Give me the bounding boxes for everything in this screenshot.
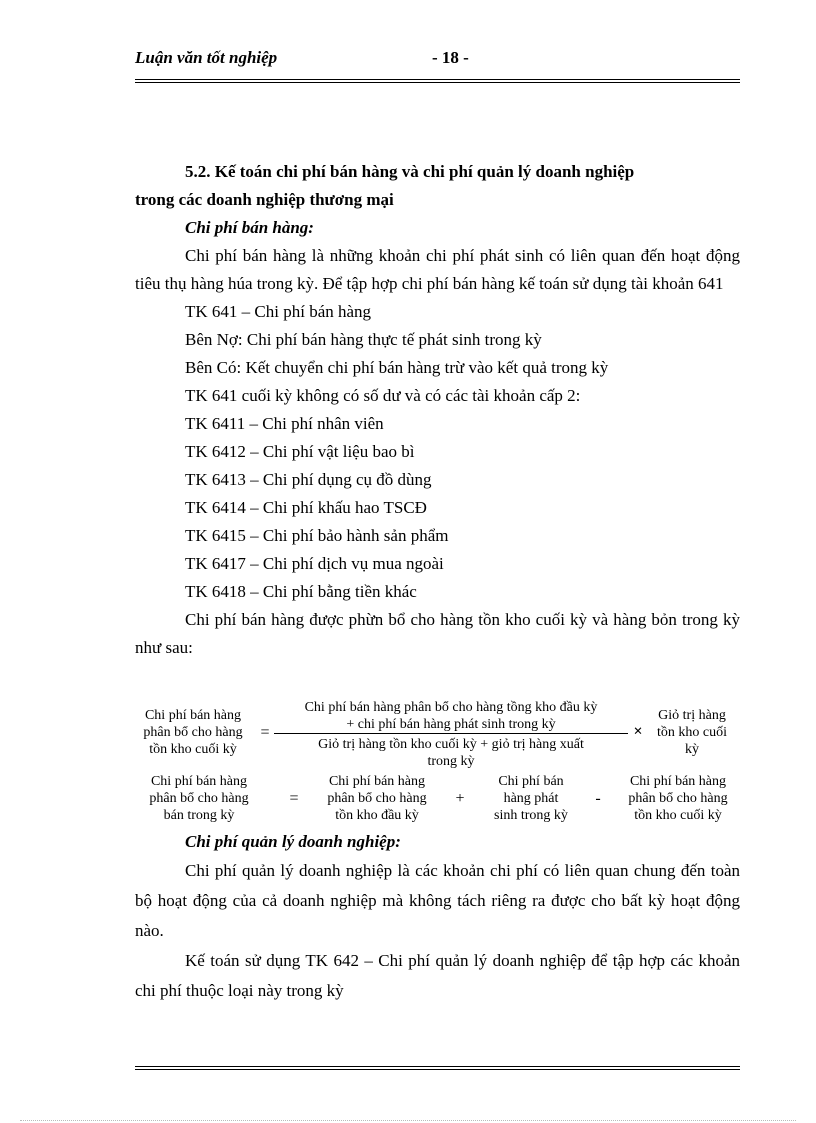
admin-cost-subheading: Chi phí quản lý doanh nghiệp: — [185, 832, 401, 851]
page-body — [135, 158, 740, 662]
section-heading-cont: trong các doanh nghiệp thương mại — [135, 190, 394, 209]
account-line: Bên Có: Kết chuyển chi phí bán hàng trừ vào kết quả trong kỳ — [185, 358, 609, 377]
footer-rule-top — [135, 1066, 740, 1067]
header-rule-bottom — [135, 82, 740, 83]
admin-cost-section — [135, 828, 740, 1006]
account-line: TK 6417 – Chi phí dịch vụ mua ngoài — [185, 554, 444, 573]
account-line: Bên Nợ: Chi phí bán hàng thực tế phát sinh trong kỳ — [185, 330, 542, 349]
page-number: - 18 - — [432, 48, 469, 67]
selling-cost-subheading: Chi phí bán hàng: — [185, 218, 314, 237]
account-line: TK 6414 – Chi phí khấu hao TSCĐ — [185, 498, 427, 517]
account-line: TK 6412 – Chi phí vật liệu bao bì — [185, 442, 415, 461]
allocation-paragraph: Chi phí bán hàng được phừn bổ cho hàng tồn kho cuối kỳ và hàng bỏn trong kỳ như sau: — [135, 610, 740, 657]
page-header — [135, 48, 740, 74]
account-line: TK 6411 – Chi phí nhân viên — [185, 414, 384, 433]
formula1-numerator: Chi phí bán hàng phân bổ cho hàng tồng kho đầu kỳ + chi phí bán hàng phát sinh trong kỳ — [304, 700, 598, 732]
admin-cost-paragraph: Chi phí quản lý doanh nghiệp là các khoản chi phí có liên quan chung đến toàn bộ hoạt động của cả doanh nghiệp mà không tách riêng ra được cho bất kỳ hoạt động nào. — [135, 861, 740, 940]
formula1-rhs: Giỏ trị hàng tồn kho cuối kỳ — [657, 708, 727, 757]
formula1-fraction-bar — [274, 733, 628, 734]
footer-rule-bottom — [135, 1069, 740, 1070]
formula2-term4: Chi phí bán hàng phân bổ cho hàng tồn kho cuối kỳ — [628, 774, 728, 823]
account-line: TK 6418 – Chi phí bằng tiền khác — [185, 582, 417, 601]
formula1-denominator: Giỏ trị hàng tồn kho cuối kỳ + giỏ trị hàng xuất trong kỳ — [318, 737, 584, 769]
section-heading: 5.2. Kế toán chi phí bán hàng và chi phí quản lý doanh nghiệp — [185, 162, 635, 181]
account-line: TK 641 cuối kỳ không có số dư và có các tài khoản cấp 2: — [185, 386, 581, 405]
formula2-plus: + — [455, 790, 465, 807]
formula1-equals: = — [260, 724, 270, 741]
formula2-minus: - — [595, 790, 601, 807]
account-line: TK 6415 – Chi phí bảo hành sản phẩm — [185, 526, 449, 545]
formula1-times: × — [633, 723, 643, 740]
formula2-equals: = — [289, 790, 299, 807]
account-line: TK 641 – Chi phí bán hàng — [185, 302, 372, 321]
account-line: TK 6413 – Chi phí dụng cụ đồ dùng — [185, 470, 432, 489]
admin-account-paragraph: Kế toán sử dụng TK 642 – Chi phí quản lý doanh nghiệp để tập hợp các khoản chi phí thuộc loại này trong kỳ — [135, 951, 740, 1000]
formula2-term2: Chi phí bán hàng phân bổ cho hàng tồn kho đầu kỳ — [327, 774, 427, 823]
page-edge — [20, 1120, 796, 1121]
formula2-term1: Chi phí bán hàng phân bổ cho hàng bán trong kỳ — [149, 774, 249, 823]
document-title: Luận văn tốt nghiệp — [135, 48, 278, 67]
formula1-lhs: Chi phí bán hàng phân bổ cho hàng tồn kho cuối kỳ — [143, 708, 243, 757]
formula2-term3: Chi phí bán hàng phát sinh trong kỳ — [494, 774, 568, 823]
header-rule-top — [135, 79, 740, 80]
selling-cost-paragraph: Chi phí bán hàng là những khoản chi phí phát sinh có liên quan đến hoạt động tiêu thụ hàng húa trong kỳ. Để tập hợp chi phí bán hàng kế toán sử dụng tài khoản 641 — [135, 246, 740, 293]
